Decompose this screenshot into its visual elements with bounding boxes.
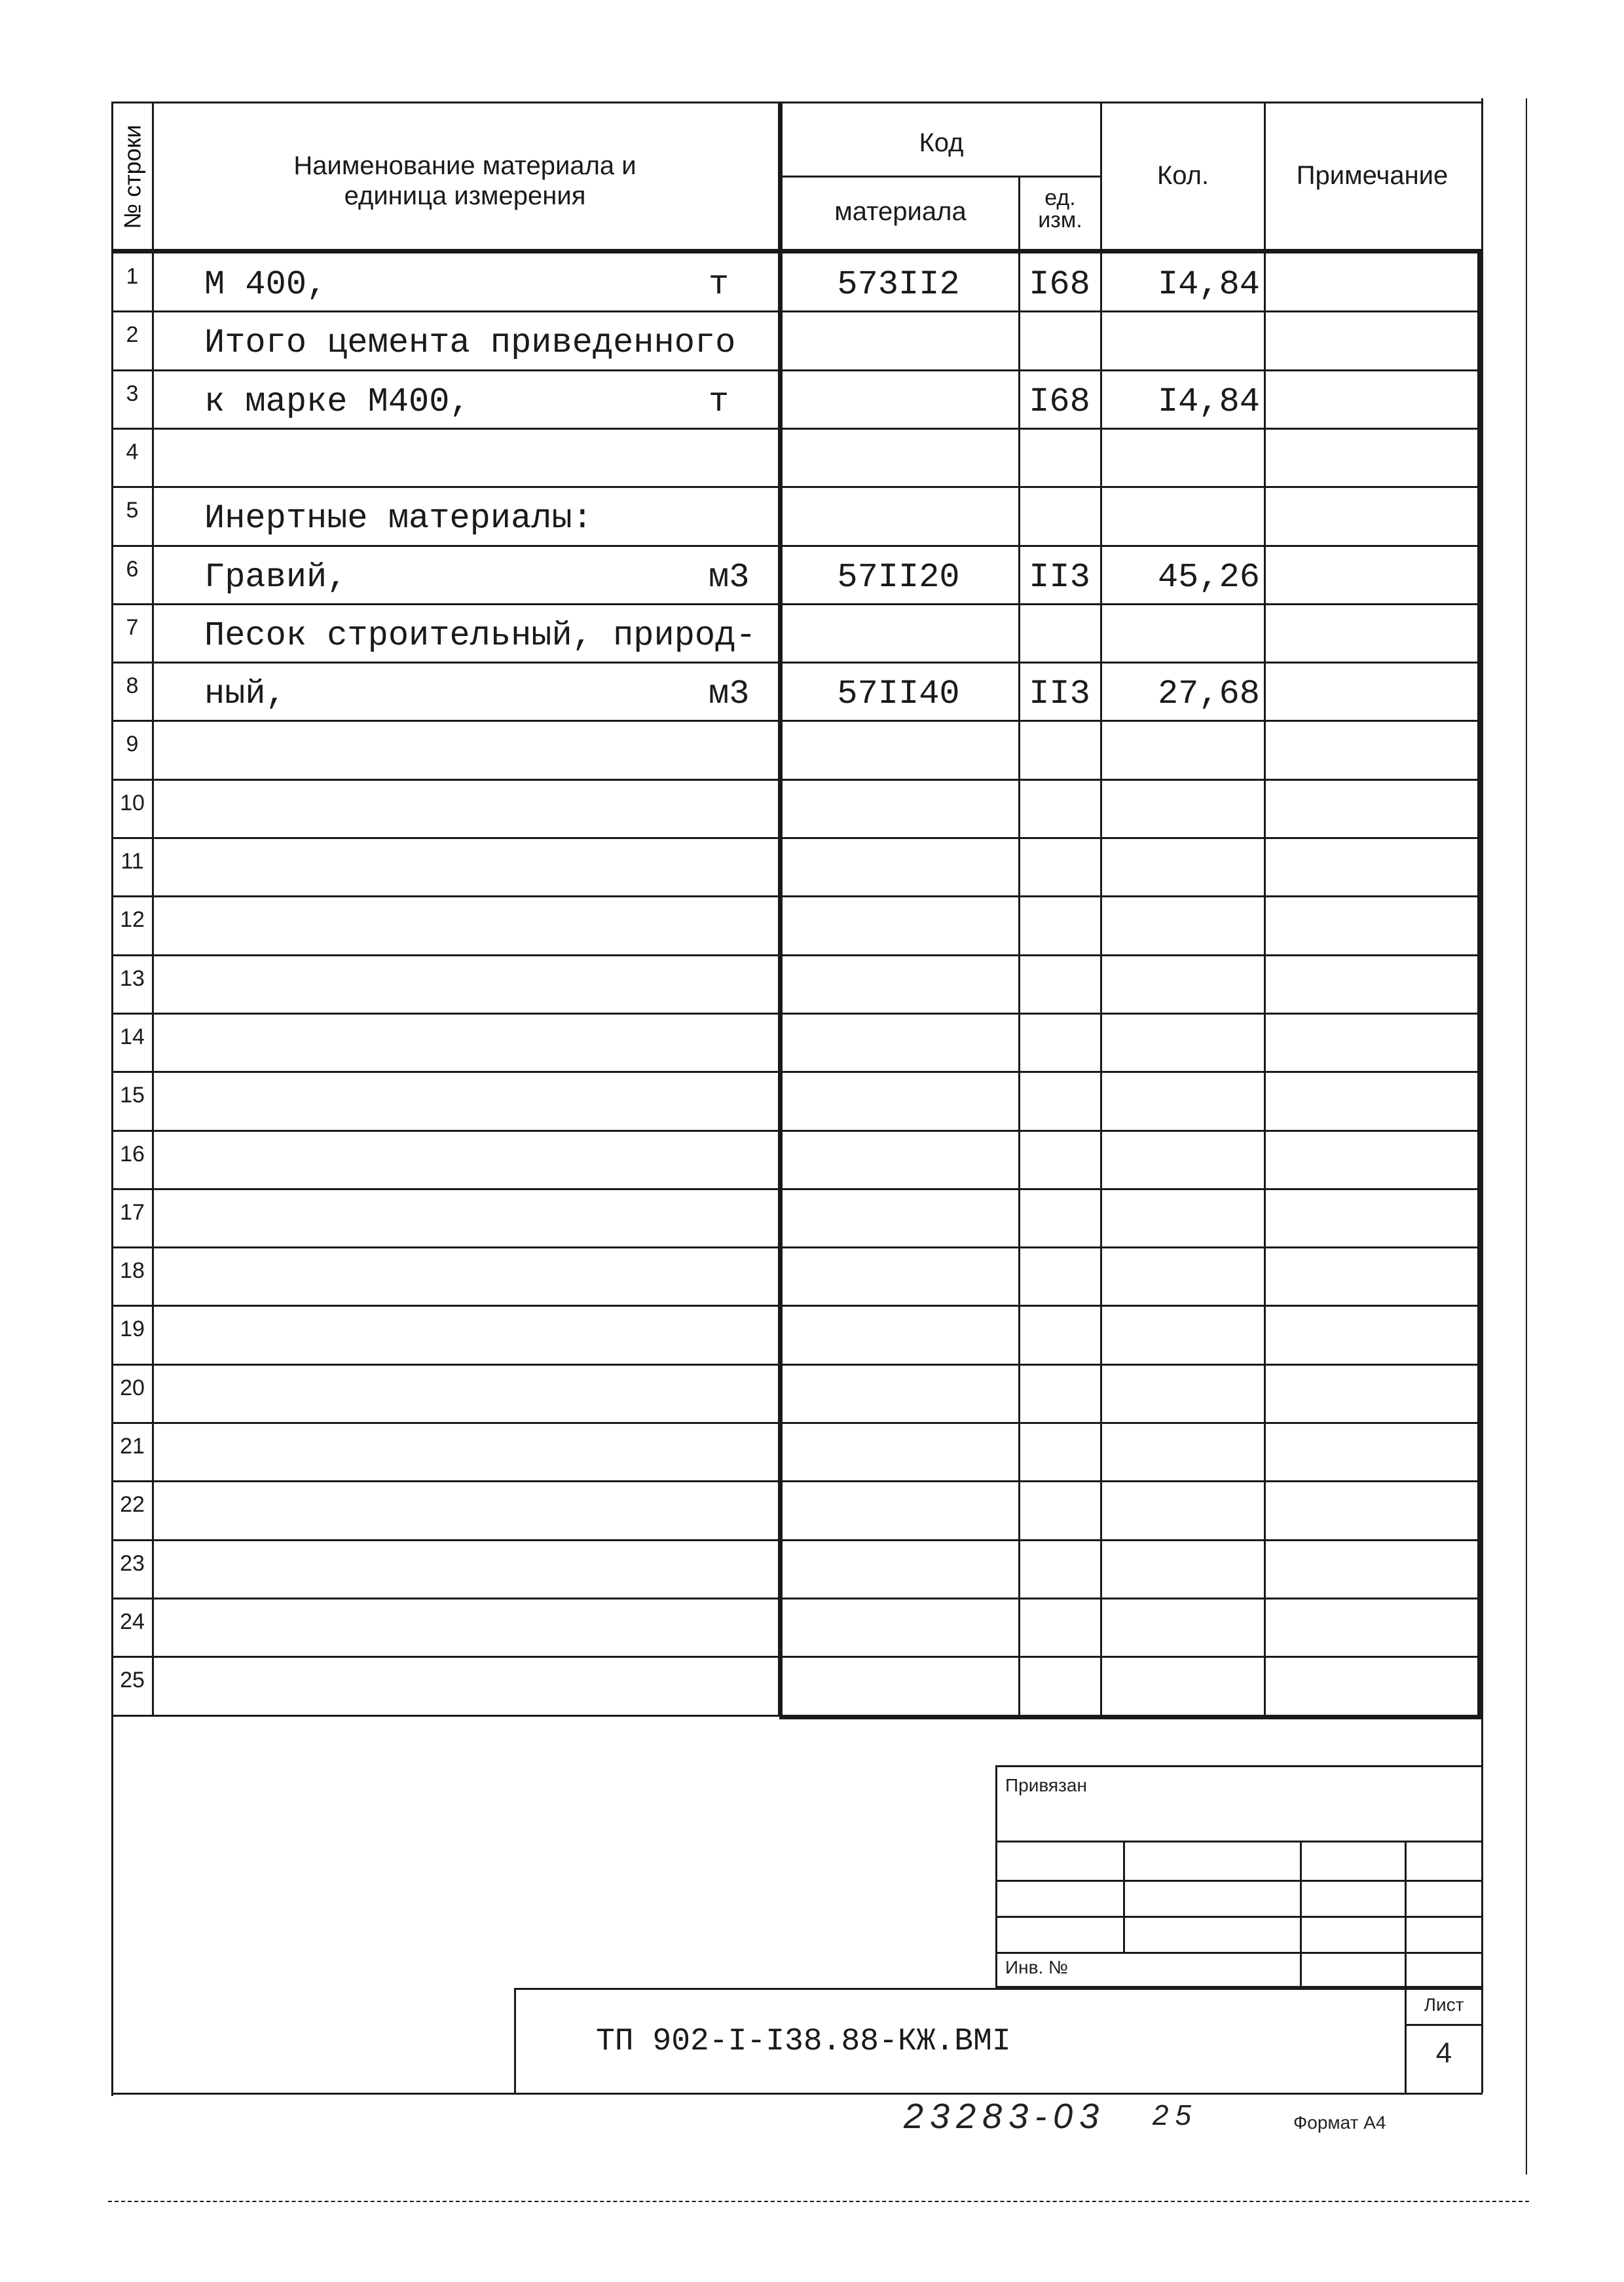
material-name: ный, — [204, 675, 286, 714]
stamp-title-left-border — [514, 1988, 516, 2093]
stamp-sheet-number: 4 — [1435, 2037, 1452, 2069]
unit-code: I68 — [1029, 382, 1090, 421]
table-row — [113, 545, 1479, 603]
header-name-cell — [154, 151, 776, 211]
row-number: 17 — [120, 1199, 145, 1225]
table-row — [113, 603, 1479, 662]
table-row — [113, 1598, 1479, 1656]
stamp-vline-3 — [1405, 1841, 1407, 2093]
header-code-subline — [779, 176, 1100, 178]
quantity: 45,26 — [1157, 557, 1260, 597]
row-number: 14 — [120, 1024, 145, 1049]
header-material-label: материала — [834, 197, 967, 226]
stamp-line-3 — [997, 1916, 1481, 1918]
row-number: 21 — [120, 1434, 145, 1459]
row-number: 8 — [126, 673, 139, 699]
row-number: 4 — [126, 439, 139, 464]
quantity: 27,68 — [1157, 675, 1260, 714]
stamp-line-2 — [997, 1880, 1481, 1882]
stamp-line-4 — [997, 1952, 1481, 1954]
table-row — [113, 837, 1479, 895]
row-number: 9 — [126, 732, 139, 757]
stamp-inv-label: Инв. № — [1005, 1957, 1069, 1977]
stamp-bound-label: Привязан — [1005, 1775, 1087, 1795]
material-name: Итого цемента приведенного — [204, 324, 736, 363]
stamp-sheet-divider — [1406, 2024, 1481, 2026]
row-number: 15 — [120, 1083, 145, 1108]
table-row — [113, 895, 1479, 954]
table-row — [113, 1422, 1479, 1480]
material-unit: м3 — [709, 557, 750, 597]
footer-format-label: Формат А4 — [1293, 2112, 1386, 2133]
table-row — [113, 954, 1479, 1013]
row-number: 24 — [120, 1609, 145, 1634]
table-row — [113, 310, 1479, 369]
table-row — [113, 1071, 1479, 1129]
row-number: 2 — [126, 322, 139, 348]
row-number: 20 — [120, 1375, 145, 1400]
row-number: 6 — [126, 556, 139, 582]
stamp-title-top-border — [514, 1988, 1481, 1990]
frame-bottom-border — [113, 2093, 1483, 2095]
table-row — [113, 1188, 1479, 1246]
material-name: М 400, — [204, 265, 327, 304]
header-unit-label — [1020, 187, 1100, 231]
quantity: I4,84 — [1157, 382, 1260, 421]
frame-top-border — [113, 102, 1483, 103]
material-code: 57II40 — [837, 675, 960, 714]
table-row — [113, 1305, 1479, 1363]
footer-trim-line — [108, 2201, 1529, 2202]
header-rownum-cell — [113, 105, 152, 249]
table-row — [113, 1246, 1479, 1305]
material-name: Гравий, — [204, 557, 348, 597]
row-number: 1 — [126, 264, 139, 289]
row-number: 19 — [120, 1317, 145, 1342]
table-row — [113, 252, 1479, 310]
table-row — [113, 486, 1479, 544]
material-code: 573II2 — [837, 265, 960, 304]
material-unit: т — [709, 382, 729, 421]
table-row — [113, 779, 1479, 837]
row-number: 7 — [126, 614, 139, 640]
row-number: 11 — [120, 849, 144, 874]
row-number: 22 — [120, 1492, 145, 1518]
stamp-doc-code: ТП 902-I-I38.88-КЖ.ВМI — [596, 2024, 1011, 2059]
table-row — [113, 1130, 1479, 1188]
row-number: 25 — [120, 1668, 145, 1693]
header-note-label: Примечание — [1296, 161, 1449, 190]
stamp-vline-1 — [1123, 1841, 1125, 1952]
row-number: 5 — [126, 498, 139, 523]
material-code: 57II20 — [837, 557, 960, 597]
footer-handwritten-number: 23283-03 — [904, 2097, 1106, 2136]
table-row — [113, 1480, 1479, 1539]
row-number: 16 — [120, 1141, 145, 1167]
header-unit-label-line1: ед. — [1044, 185, 1076, 210]
row-number: 18 — [120, 1258, 145, 1284]
row-number: 23 — [120, 1550, 145, 1576]
stamp-vline-2 — [1300, 1841, 1302, 1988]
row-number: 10 — [120, 790, 145, 815]
stamp-binding-box — [995, 1765, 1481, 1988]
table-row — [113, 1539, 1479, 1598]
header-name-label-line1: Наименование материала и — [293, 151, 637, 180]
row-number: 13 — [120, 965, 145, 991]
table-row — [113, 1364, 1479, 1422]
table-row — [113, 662, 1479, 720]
table-row — [113, 428, 1479, 486]
header-unit-label-line2: изм. — [1038, 208, 1082, 233]
material-unit: м3 — [709, 675, 750, 714]
material-name: Инертные материалы: — [204, 499, 593, 538]
table-row — [113, 1013, 1479, 1071]
quantity: I4,84 — [1157, 265, 1260, 304]
header-name-label-line2: единица измерения — [344, 181, 586, 210]
header-rownum-label: № строки — [119, 124, 146, 229]
table-body-bottom-border — [779, 1715, 1481, 1719]
table-row — [113, 720, 1479, 778]
row-number: 3 — [126, 381, 139, 406]
table-row — [113, 369, 1479, 428]
material-name: к марке М400, — [204, 382, 470, 421]
material-name: Песок строительный, природ- — [204, 616, 756, 655]
stamp-line-1 — [997, 1841, 1481, 1842]
material-unit: т — [709, 265, 729, 304]
unit-code: II3 — [1029, 675, 1090, 714]
footer-handwritten-page: 25 — [1153, 2099, 1198, 2131]
table-row — [113, 1656, 1479, 1714]
unit-code: II3 — [1029, 557, 1090, 597]
unit-code: I68 — [1029, 265, 1090, 304]
frame-outer-right-border — [1526, 98, 1527, 2175]
header-code-label: Код — [919, 128, 964, 157]
table-body-bottom-line-left — [113, 1715, 779, 1717]
stamp-sheet-label: Лист — [1424, 1994, 1464, 2015]
row-number: 12 — [120, 907, 145, 933]
header-qty-label: Кол. — [1156, 161, 1209, 190]
